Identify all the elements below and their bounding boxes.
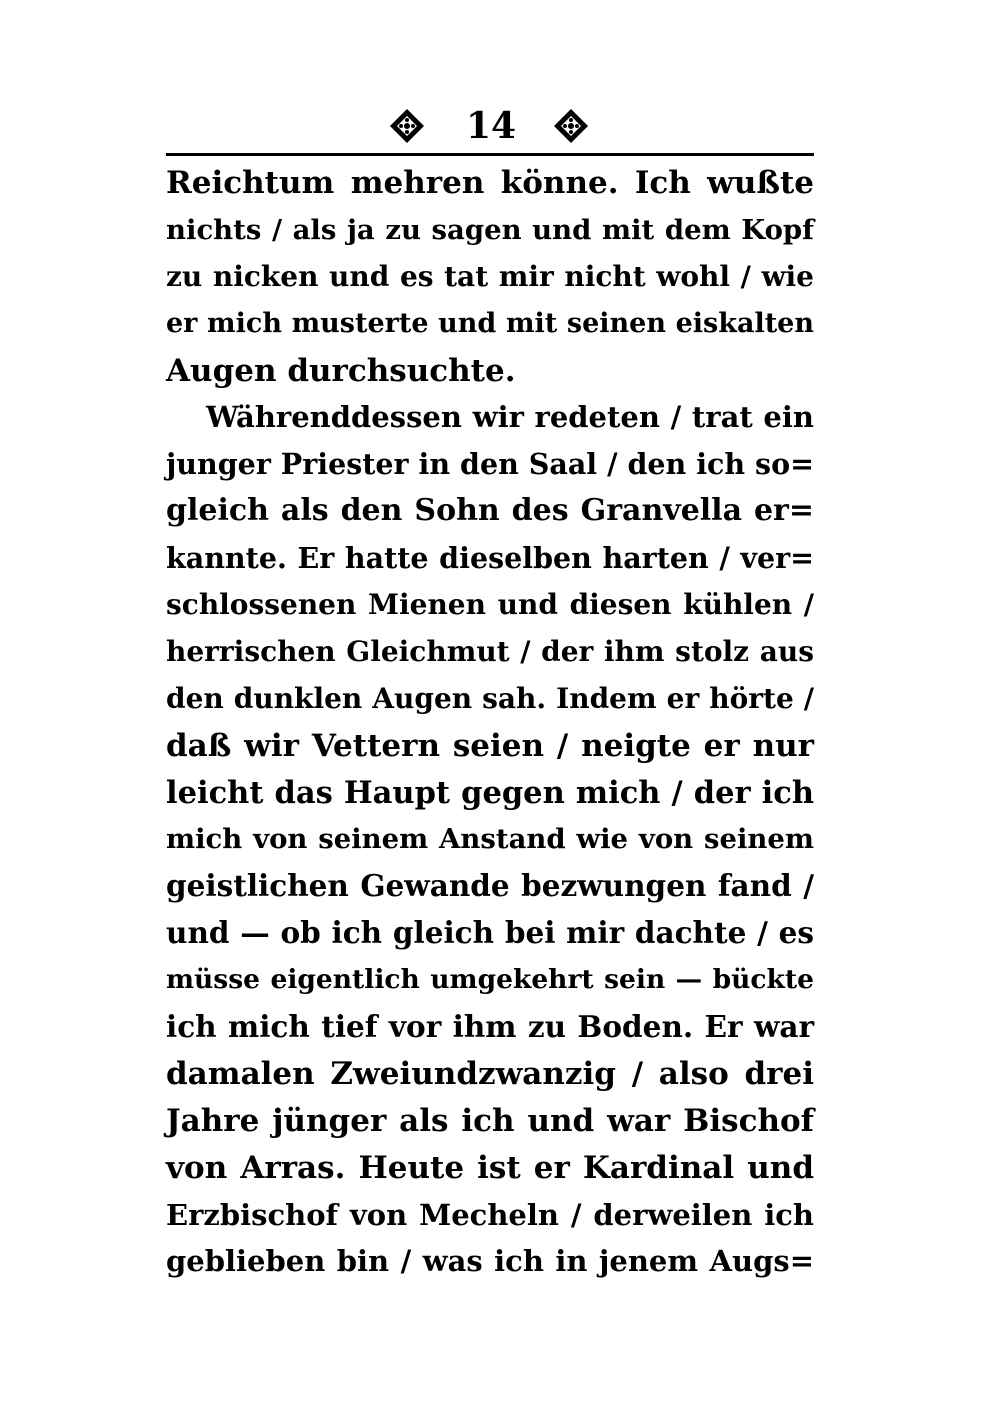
text-line: und — ob ich gleich bei mir dachte / es [166,915,814,951]
text-line: gleich als den Sohn des Granvella er= [166,493,814,529]
text-line: kannte. Er hatte dieselben harten / ver= [166,541,814,576]
text-line: junger Priester in den Saal / den ich so= [166,447,814,482]
text-line: müsse eigentlich umgekehrt sein — bückte [166,964,814,996]
paragraph [166,394,814,1285]
text-line: den dunklen Augen sah. Indem er hörte / [166,681,814,715]
text-line: daß wir Vettern seien / neigte er nur [166,727,814,764]
text-line: Währenddessen wir redeten / trat ein [206,400,814,435]
page-header [166,102,814,152]
diamond-flower-ornament-icon [553,108,589,144]
text-line: Augen durchsuchte. [166,352,516,389]
header-rule [166,153,814,156]
page-number: 14 [465,105,517,147]
text-line: geblieben bin / was ich in jenem Augs= [166,1244,814,1279]
text-line: ich mich tief vor ihm zu Boden. Er war [166,1009,814,1045]
text-line: Reichtum mehren könne. Ich wußte [166,165,814,201]
text-line: er mich musterte und mit seinen eiskalten [166,307,814,339]
text-line: damalen Zweiundzwanzig / also drei [166,1055,814,1092]
diamond-flower-ornament-icon [389,108,425,144]
body-text [166,160,814,1285]
text-line: von Arras. Heute ist er Kardinal und [166,1149,814,1186]
text-line: nichts / als ja zu sagen und mit dem Kopf [166,213,814,246]
paragraph [166,160,814,394]
text-line: herrischen Gleichmut / der ihm stolz aus [166,634,814,668]
text-line: leicht das Haupt gegen mich / der ich [166,774,814,811]
text-line: Jahre jünger als ich und war Bischof [166,1102,814,1139]
text-line: schlossenen Mienen und diesen kühlen / [166,588,814,622]
text-line: mich von seinem Anstand wie von seinem [166,823,814,856]
text-line: zu nicken und es tat mir nicht wohl / wie [166,259,814,293]
text-line: Erzbischof von Mecheln / derweilen ich [166,1197,814,1232]
text-line: geistlichen Gewande bezwungen fand / [166,868,814,904]
